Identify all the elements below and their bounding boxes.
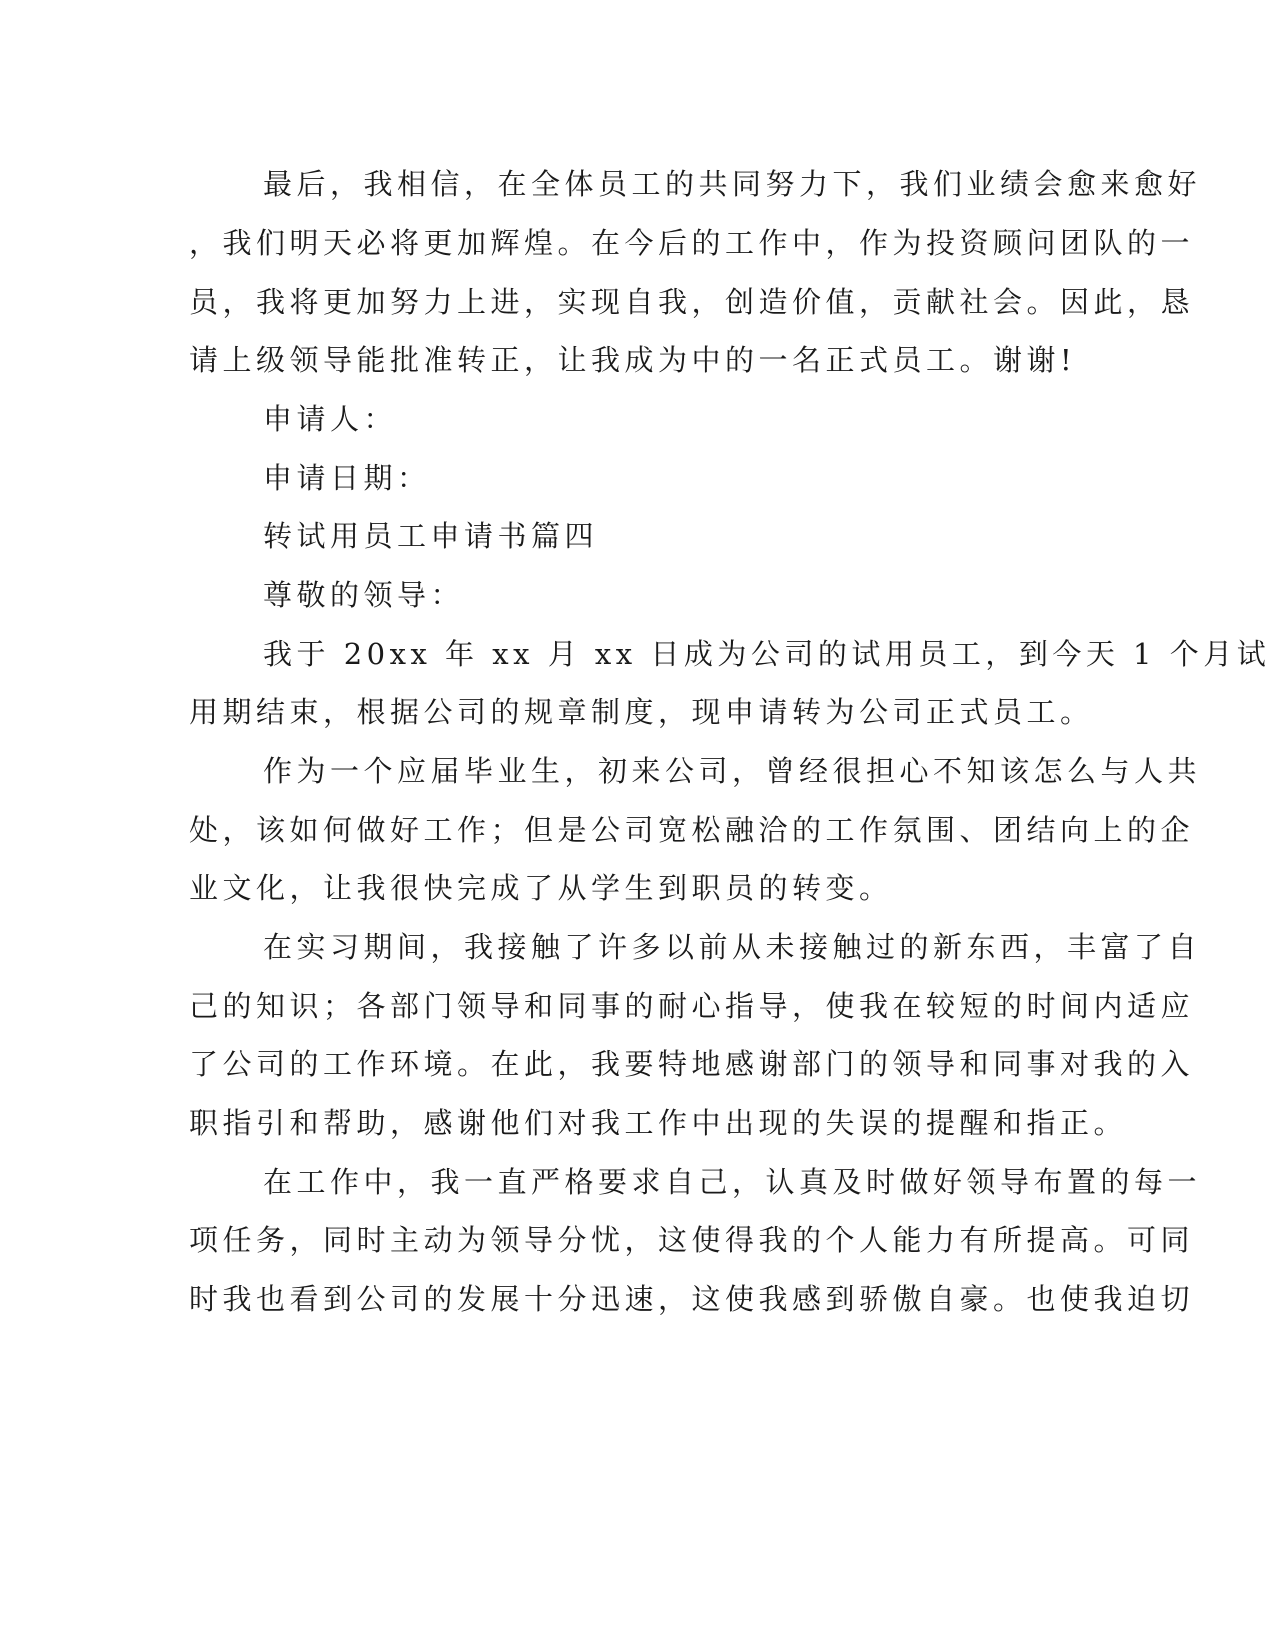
applicant-label: 申请人： xyxy=(263,402,398,436)
paragraph-3-line-3: 业文化，让我很快完成了从学生到职员的转变。 xyxy=(189,871,893,905)
paragraph-4-line-2: 己的知识；各部门领导和同事的耐心指导，使我在较短的时间内适应 xyxy=(189,989,1195,1023)
paragraph-1-line-3: 员，我将更加努力上进，实现自我，创造价值，贡献社会。因此，恳 xyxy=(189,285,1195,319)
paragraph-1-line-4: 请上级领导能批准转正，让我成为中的一名正式员工。谢谢! xyxy=(189,343,1077,377)
paragraph-2-line-1: 我于 20xx 年 xx 月 xx 日成为公司的试用员工，到今天 1 个月试 xyxy=(263,637,1271,671)
date-label: 申请日期： xyxy=(263,461,431,495)
section-title: 转试用员工申请书篇四 xyxy=(263,519,599,553)
paragraph-4-line-4: 职指引和帮助，感谢他们对我工作中出现的失误的提醒和指正。 xyxy=(189,1106,1128,1140)
paragraph-5-line-3: 时我也看到公司的发展十分迅速，这使我感到骄傲自豪。也使我迫切 xyxy=(189,1282,1195,1316)
paragraph-3-line-2: 处，该如何做好工作；但是公司宽松融洽的工作氛围、团结向上的企 xyxy=(189,813,1195,847)
paragraph-5-line-2: 项任务，同时主动为领导分忧，这使得我的个人能力有所提高。可同 xyxy=(189,1223,1195,1257)
paragraph-3-line-1: 作为一个应届毕业生，初来公司，曾经很担心不知该怎么与人共 xyxy=(263,754,1202,788)
paragraph-2-line-2: 用期结束，根据公司的规章制度，现申请转为公司正式员工。 xyxy=(189,695,1094,729)
paragraph-1-line-1: 最后，我相信，在全体员工的共同努力下，我们业绩会愈来愈好 xyxy=(263,167,1202,201)
paragraph-4-line-3: 了公司的工作环境。在此，我要特地感谢部门的领导和同事对我的入 xyxy=(189,1047,1195,1081)
paragraph-1-line-2: ，我们明天必将更加辉煌。在今后的工作中，作为投资顾问团队的一 xyxy=(189,226,1195,260)
paragraph-4-line-1: 在实习期间，我接触了许多以前从未接触过的新东西，丰富了自 xyxy=(263,930,1202,964)
salutation: 尊敬的领导： xyxy=(263,578,465,612)
paragraph-5-line-1: 在工作中，我一直严格要求自己，认真及时做好领导布置的每一 xyxy=(263,1165,1202,1199)
